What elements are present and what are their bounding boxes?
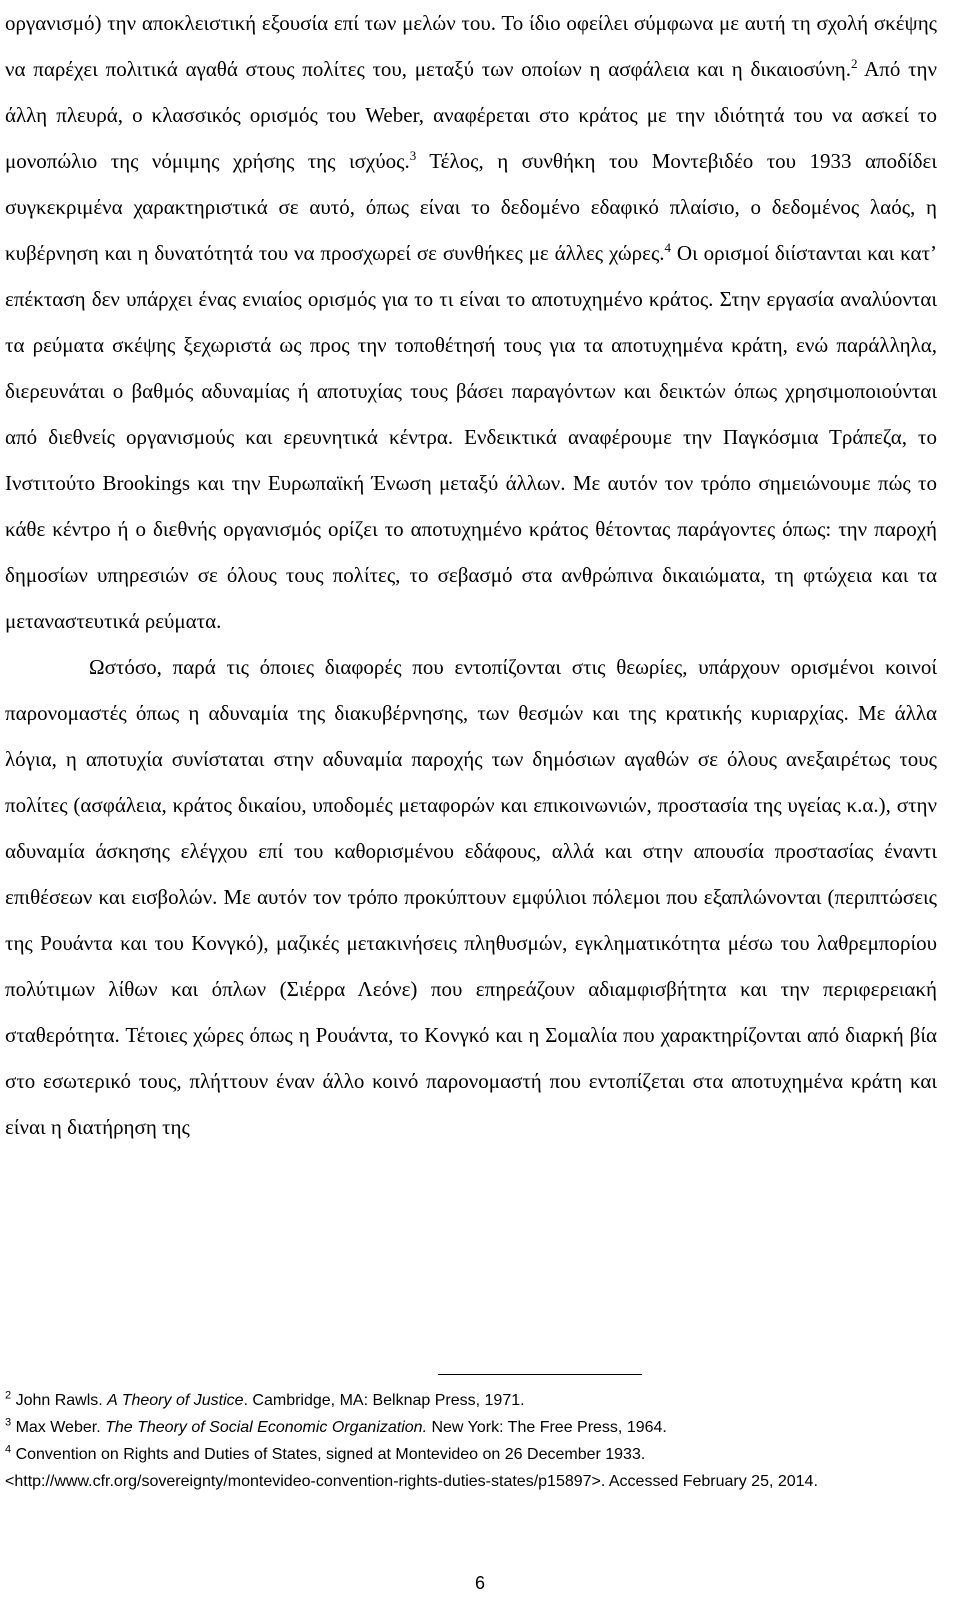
- footnote-4: [5, 1441, 925, 1495]
- footnotes: [5, 1387, 925, 1495]
- paragraph-1-text-c: Τέλος, η συνθήκη του Μοντεβιδέο του 1933 αποδίδει συγκεκριμένα χαρακτηριστικά σε αυτό, όπως είναι το δεδομένο εδαφικό πλαίσιο, ο δεδομένος λαός, η κυβέρνηση και η δυνατότητά του να προσχωρεί σε συνθήκες με άλλες χώρες.: [5, 149, 937, 265]
- footnote-2: [5, 1387, 925, 1414]
- footnote-title: The Theory of Social Economic Organization.: [105, 1419, 428, 1436]
- footnote-number: 3: [5, 1416, 12, 1429]
- paragraph-1-text-a: οργανισμό) την αποκλειστική εξουσία επί των μελών του. Το ίδιο οφείλει σύμφωνα με αυτή τη σχολή σκέψης να παρέχει πολιτικά αγαθά στους πολίτες του, μεταξύ των οποίων η ασφάλεια και η δικαιοσύνη.: [5, 11, 937, 81]
- footnote-title: A Theory of Justice: [107, 1392, 244, 1409]
- footnote-ref-4[interactable]: 4: [664, 240, 672, 255]
- footnote-3: [5, 1414, 925, 1441]
- footnote-text: Max Weber.: [11, 1419, 106, 1436]
- footnote-url-line[interactable]: <http://www.cfr.org/sovereignty/montevideo-convention-rights-duties-states/p15897>. Accessed February 25, 2014.: [5, 1473, 818, 1490]
- footnote-ref-2[interactable]: 2: [851, 56, 858, 71]
- footnote-text: John Rawls.: [11, 1392, 108, 1409]
- body-text: [5, 0, 937, 1150]
- footnote-text: . Cambridge, MA: Belknap Press, 1971.: [243, 1392, 525, 1409]
- footnote-text: New York: The Free Press, 1964.: [427, 1419, 667, 1436]
- footnote-ref-3[interactable]: 3: [409, 148, 417, 163]
- footnote-text: Convention on Rights and Duties of States, signed at Montevideo on 26 December 1933.: [11, 1446, 646, 1463]
- paragraph-1: [5, 0, 937, 644]
- paragraph-2: Ωστόσο, παρά τις όποιες διαφορές που εντοπίζονται στις θεωρίες, υπάρχουν ορισμένοι κοινοί παρονομαστές όπως η αδυναμία της διακυβέρνησης, των θεσμών και της κρατικής κυριαρχίας. Με άλλα λόγια, η αποτυχία συνίσταται στην αδυναμία παροχής των δημόσιων αγαθών σε όλους ανεξαιρέτως τους πολίτες (ασφάλεια, κράτος δικαίου, υποδομές μεταφορών και επικοινωνιών, προστασία της υγείας κ.α.), στην αδυναμία άσκησης ελέγχου επί του καθορισμένου εδάφους, αλλά και στην απουσία προστασίας έναντι επιθέσεων και εισβολών. Με αυτόν τον τρόπο προκύπτουν εμφύλιοι πόλεμοι που εξαπλώνονται (περιπτώσεις της Ρουάντα και του Κονγκό), μαζικές μετακινήσεις πληθυσμών, εγκληματικότητα μέσω του λαθρεμπορίου πολύτιμων λίθων και όπλων (Σιέρρα Λεόνε) που επηρεάζουν αδιαμφισβήτητα και την περιφερειακή σταθερότητα. Τέτοιες χώρες όπως η Ρουάντα, το Κονγκό και η Σομαλία που χαρακτηρίζονται από διαρκή βία στο εσωτερικό τους, πλήττουν έναν άλλο κοινό παρονομαστή που εντοπίζεται στα αποτυχημένα κράτη και είναι η διατήρηση της: [5, 655, 937, 1139]
- footnote-number: 4: [5, 1443, 12, 1456]
- paragraph-1-text-b: Από την άλλη πλευρά, ο κλασσικός ορισμός του Weber, αναφέρεται στο κράτος με την ιδιότητά του να ασκεί το μονοπώλιο της νόμιμης χρήσης της ισχύος.: [5, 57, 938, 173]
- page-number: 6: [474, 1573, 485, 1593]
- footnote-number: 2: [5, 1389, 12, 1402]
- footnote-separator: [438, 1374, 642, 1375]
- paragraph-1-text-d: Οι ορισμοί διίστανται και κατ’ επέκταση δεν υπάρχει ένας ενιαίος ορισμός για το τι είναι το αποτυχημένο κράτος. Στην εργασία αναλύονται τα ρεύματα σκέψης ξεχωριστά ως προς την τοποθέτησή τους για τα αποτυχημένα κράτη, ενώ παράλληλα, διερευνάται ο βαθμός αδυναμίας ή αποτυχίας τους βάσει παραγόντων και δεικτών όπως χρησιμοποιούνται από διεθνείς οργανισμούς και ερευνητικά κέντρα. Ενδεικτικά αναφέρουμε την Παγκόσμια Τράπεζα, το Ινστιτούτο Brookings και την Ευρωπαϊκή Ένωση μεταξύ άλλων. Με αυτόν τον τρόπο σημειώνουμε πώς το κάθε κέντρο ή ο διεθνής οργανισμός ορίζει το αποτυχημένο κράτος θέτοντας παράγοντες όπως: την παροχή δημοσίων υπηρεσιών σε όλους τους πολίτες, το σεβασμό στα ανθρώπινα δικαιώματα, τη φτώχεια και τα μεταναστευτικά ρεύματα.: [5, 241, 937, 633]
